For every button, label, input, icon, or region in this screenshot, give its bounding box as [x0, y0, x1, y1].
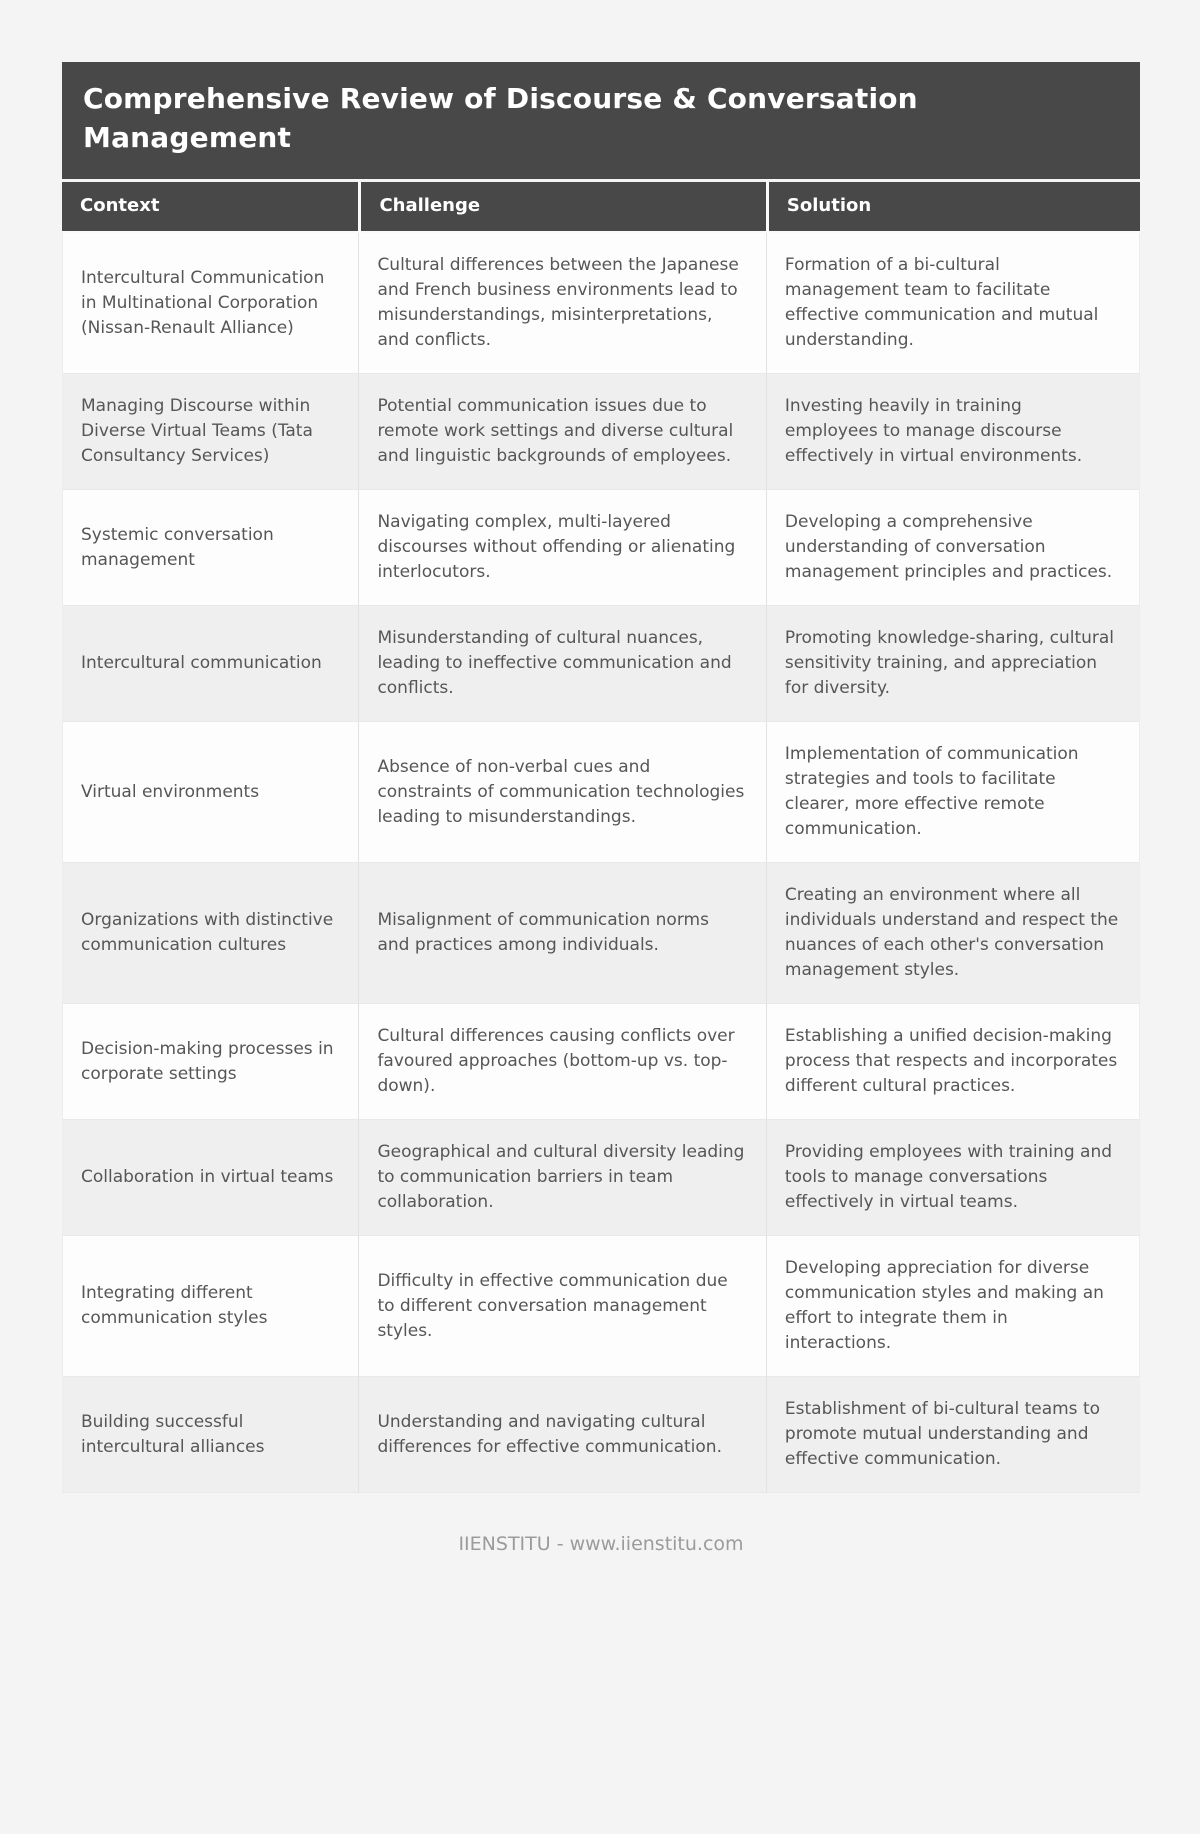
cell-challenge: Understanding and navigating cultural differences for effective communication.	[358, 1377, 765, 1493]
table-header	[62, 182, 1140, 233]
cell-context: Systemic conversation management	[62, 490, 358, 606]
cell-challenge: Difficulty in effective communication due to different conversation management styles.	[358, 1236, 765, 1377]
cell-solution: Investing heavily in training employees to manage discourse effectively in virtual environments.	[766, 374, 1140, 490]
column-header-context: Context	[62, 182, 358, 233]
cell-context: Intercultural Communication in Multinational Corporation (Nissan-Renault Alliance)	[62, 233, 358, 374]
table-row	[62, 1377, 1140, 1493]
cell-solution: Providing employees with training and tools to manage conversations effectively in virtual teams.	[766, 1120, 1140, 1236]
cell-context: Intercultural communication	[62, 606, 358, 722]
cell-challenge: Geographical and cultural diversity leading to communication barriers in team collaboration.	[358, 1120, 765, 1236]
cell-solution: Creating an environment where all individuals understand and respect the nuances of each other's conversation management styles.	[766, 863, 1140, 1004]
table-row	[62, 1120, 1140, 1236]
cell-context: Managing Discourse within Diverse Virtual Teams (Tata Consultancy Services)	[62, 374, 358, 490]
cell-context: Decision-making processes in corporate settings	[62, 1004, 358, 1120]
table-body	[62, 233, 1140, 1493]
cell-context: Organizations with distinctive communication cultures	[62, 863, 358, 1004]
cell-context: Collaboration in virtual teams	[62, 1120, 358, 1236]
review-table	[62, 182, 1140, 1493]
page-title: Comprehensive Review of Discourse & Conversation Management	[62, 62, 1140, 179]
table-row	[62, 1004, 1140, 1120]
cell-challenge: Absence of non-verbal cues and constraints of communication technologies leading to misunderstandings.	[358, 722, 765, 863]
cell-challenge: Potential communication issues due to remote work settings and diverse cultural and linguistic backgrounds of employees.	[358, 374, 765, 490]
cell-context: Integrating different communication styles	[62, 1236, 358, 1377]
cell-solution: Promoting knowledge-sharing, cultural sensitivity training, and appreciation for diversity.	[766, 606, 1140, 722]
table-row	[62, 233, 1140, 374]
cell-challenge: Cultural differences causing conflicts over favoured approaches (bottom-up vs. top-down).	[358, 1004, 765, 1120]
cell-context: Virtual environments	[62, 722, 358, 863]
table-row	[62, 606, 1140, 722]
cell-solution: Developing appreciation for diverse communication styles and making an effort to integrate them in interactions.	[766, 1236, 1140, 1377]
cell-solution: Establishing a unified decision-making process that respects and incorporates different cultural practices.	[766, 1004, 1140, 1120]
table-row	[62, 374, 1140, 490]
cell-challenge: Misunderstanding of cultural nuances, leading to ineffective communication and conflicts.	[358, 606, 765, 722]
cell-challenge: Misalignment of communication norms and practices among individuals.	[358, 863, 765, 1004]
table-row	[62, 863, 1140, 1004]
content-container	[62, 62, 1140, 1555]
table-row	[62, 490, 1140, 606]
footer-attribution: IIENSTITU - www.iienstitu.com	[458, 1533, 744, 1555]
column-header-challenge: Challenge	[358, 182, 765, 233]
column-header-solution: Solution	[766, 182, 1140, 233]
cell-solution: Implementation of communication strategies and tools to facilitate clearer, more effective remote communication.	[766, 722, 1140, 863]
header-row	[62, 182, 1140, 233]
table-row	[62, 1236, 1140, 1377]
cell-context: Building successful intercultural alliances	[62, 1377, 358, 1493]
cell-solution: Formation of a bi-cultural management team to facilitate effective communication and mutual understanding.	[766, 233, 1140, 374]
cell-solution: Developing a comprehensive understanding of conversation management principles and practices.	[766, 490, 1140, 606]
cell-challenge: Cultural differences between the Japanese and French business environments lead to misunderstandings, misinterpretations, and conflicts.	[358, 233, 765, 374]
cell-solution: Establishment of bi-cultural teams to promote mutual understanding and effective communication.	[766, 1377, 1140, 1493]
cell-challenge: Navigating complex, multi-layered discourses without offending or alienating interlocutors.	[358, 490, 765, 606]
table-row	[62, 722, 1140, 863]
